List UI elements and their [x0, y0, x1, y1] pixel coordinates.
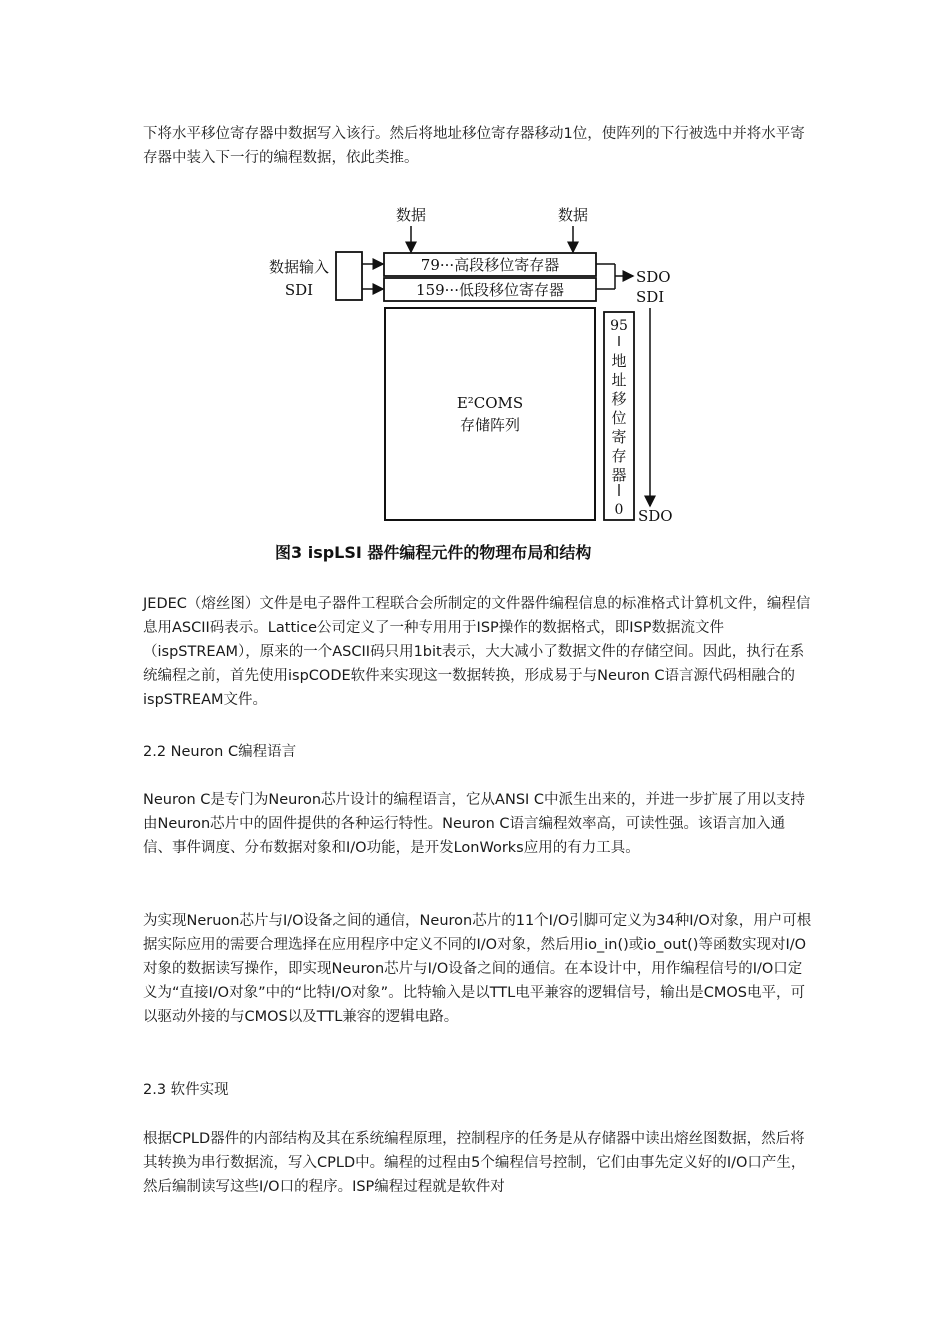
high-register-label: 79···高段移位寄存器 [420, 256, 560, 274]
sdi-right-label: SDI [636, 288, 665, 306]
paragraph-intro: 下将水平移位寄存器中数据写入该行。然后将地址移位寄存器移动1位，使阵列的下行被选中并将水平寄存器中装入下一行的编程数据，依此类推。 [143, 126, 805, 166]
addr-chars-group [611, 352, 626, 484]
paragraph-io-objects: 为实现Neruon芯片与I/O设备之间的通信，Neuron芯片的11个I/O引脚可定义为34种I/O对象，用户可根据实际应用的需要合理选择在应用程序中定义不同的I/O对象，然后用io_in()或io_out()等函数实现对I/O对象的数据读写操作，即实现Neuron芯片与I/O设备之间的通信。在本设计中，用作编程信号的I/O口定义为“直接I/O对象”中的“比特I/O对象”。比特输入是以TTL电平兼容的逻辑信号，输出是CMOS电平，可以驱动外接的与CMOS以及TTL兼容的逻辑电路。 [143, 913, 812, 1025]
addr-char: 位 [611, 409, 627, 427]
e2coms-array-box [385, 308, 595, 520]
section-heading-2-3: 2.3 软件实现 [143, 1082, 229, 1098]
data-label-right: 数据 [557, 206, 589, 224]
addr-char: 器 [611, 466, 627, 484]
sdo-bottom-label: SDO [638, 507, 673, 525]
array-label-line2: 存储阵列 [459, 416, 521, 434]
input-label-line2: SDI [284, 281, 314, 299]
addr-char: 地 [611, 352, 627, 370]
section-heading-2-2: 2.2 Neuron C编程语言 [143, 744, 297, 760]
data-label-left: 数据 [395, 206, 427, 224]
addr-bottom-label: 0 [614, 502, 624, 518]
addr-top-label: 95 [610, 318, 628, 334]
low-register-label: 159···低段移位寄存器 [416, 281, 564, 299]
paragraph-software-impl: 根据CPLD器件的内部结构及其在系统编程原理，控制程序的任务是从存储器中读出熔丝图数据，然后将其转换为串行数据流，写入CPLD中。编程的过程由5个编程信号控制，它们由事先定义好的I/O口产生，然后编制读写这些I/O口的程序。ISP编程过程就是软件对 [143, 1131, 806, 1195]
figure-caption: 图3 ispLSI 器件编程元件的物理布局和结构 [275, 543, 592, 562]
figure-isplsi-layout [255, 196, 695, 568]
sdo-top-label: SDO [636, 268, 671, 286]
addr-char: 存 [611, 447, 627, 465]
addr-char: 寄 [611, 428, 627, 446]
paragraph-neuron-c: Neuron C是专门为Neuron芯片设计的编程语言，它从ANSI C中派生出来的，并进一步扩展了用以支持由Neuron芯片中的固件提供的各种运行特性。Neuron C语言编程效率高，可读性强。该语言加入通信、事件调度、分布数据对象和I/O功能，是开发LonWorks应用的有力工具。 [143, 792, 806, 856]
input-label-line1: 数据输入 [268, 258, 330, 276]
input-buffer-box [336, 252, 362, 300]
addr-char: 移 [611, 390, 627, 408]
paragraph-jedec: JEDEC（熔丝图）文件是电子器件工程联合会所制定的文件器件编程信息的标准格式计算机文件，编程信息用ASCII码表示。Lattice公司定义了一种专用用于ISP操作的数据格式，即ISP数据流文件（ispSTREAM），原来的一个ASCII码只用1bit表示，大大减小了数据文件的存储空间。因此，执行在系统编程之前，首先使用ispCODE软件来实现这一数据转换，形成易于与Neuron C语言源代码相融合的ispSTREAM文件。 [143, 596, 811, 708]
figure-diagram-svg [255, 196, 695, 568]
array-label-line1: E²COMS [456, 394, 524, 412]
addr-char: 址 [611, 371, 627, 389]
